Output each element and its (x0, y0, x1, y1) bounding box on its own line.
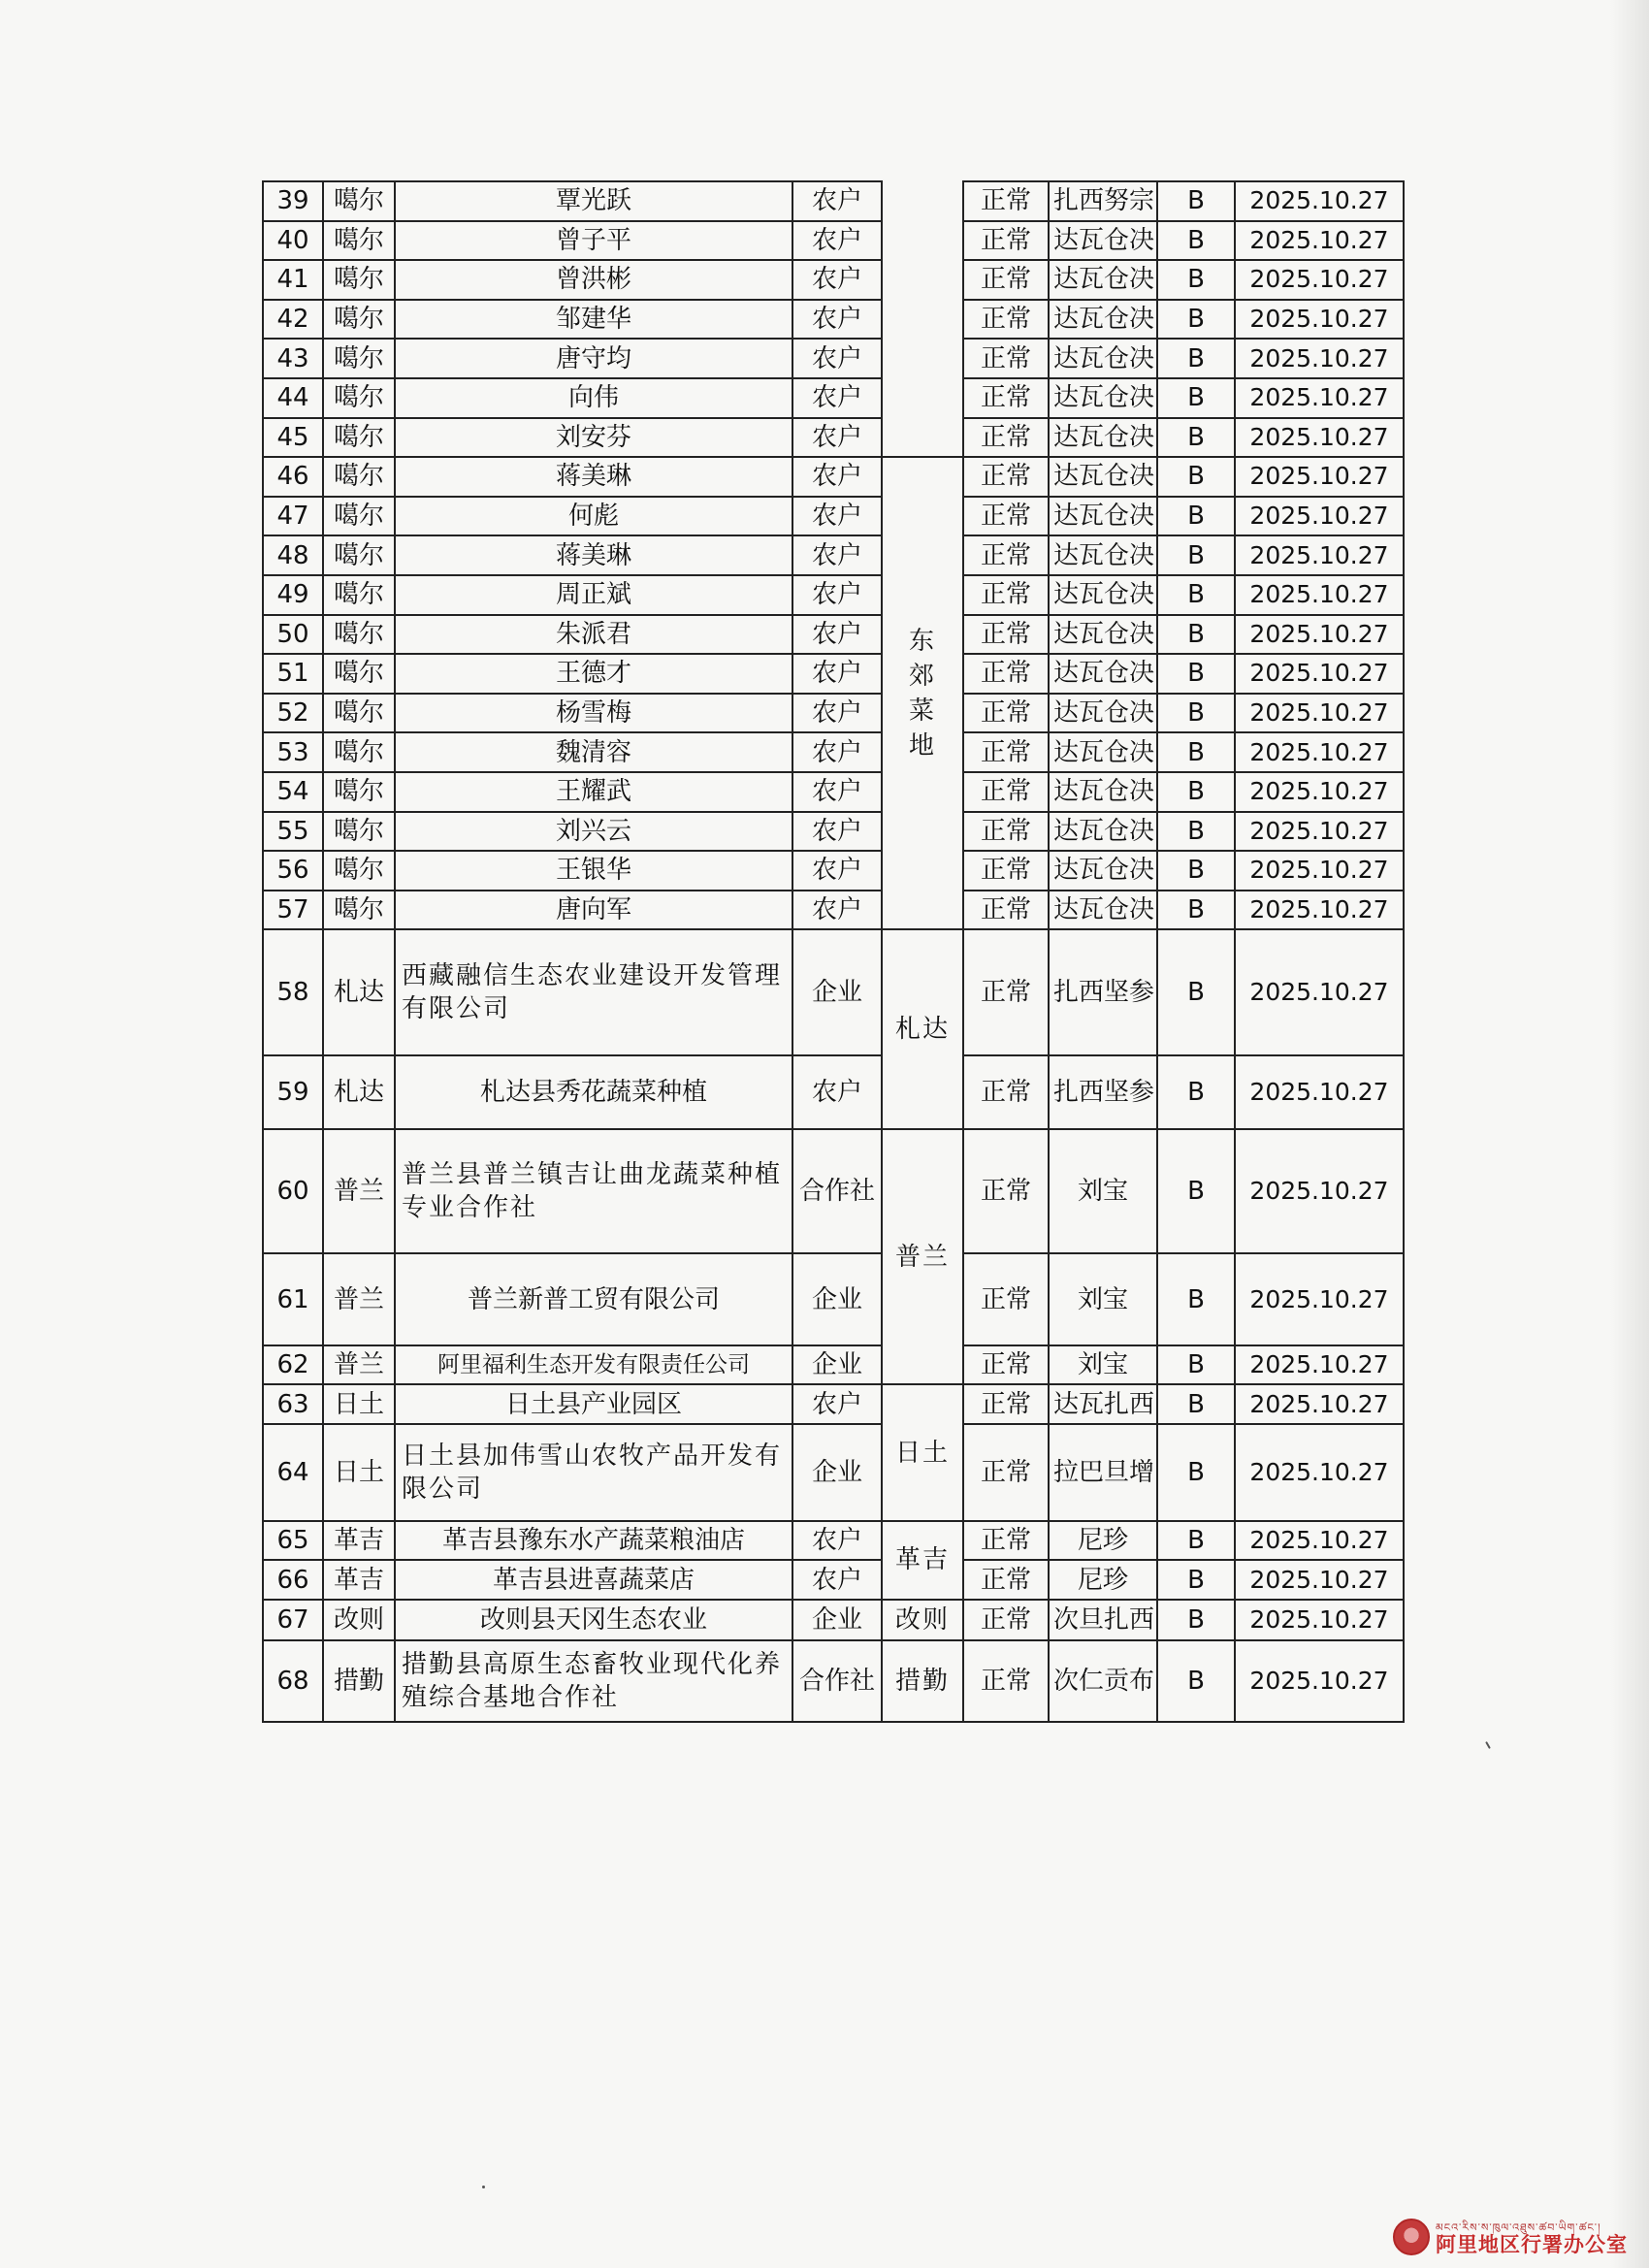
table-row (263, 575, 1404, 615)
row-number-cell: 48 (263, 535, 323, 575)
row-number-cell: 60 (263, 1129, 323, 1253)
entity-type-cell: 农户 (792, 221, 882, 261)
table-row (263, 1424, 1404, 1521)
grade-cell: B (1157, 1424, 1235, 1521)
entity-type-cell: 企业 (792, 1253, 882, 1345)
inspection-date-cell: 2025.10.27 (1235, 654, 1404, 694)
entity-type-cell: 合作社 (792, 1129, 882, 1253)
row-number-cell: 40 (263, 221, 323, 261)
inspection-date-cell: 2025.10.27 (1235, 694, 1404, 733)
status-cell: 正常 (963, 339, 1049, 378)
responsible-person-cell: 扎西努宗 (1049, 181, 1157, 221)
table-row (263, 378, 1404, 418)
grade-cell: B (1157, 221, 1235, 261)
grade-cell: B (1157, 181, 1235, 221)
row-number-cell: 41 (263, 260, 323, 300)
market-location-cell: 普兰 (882, 1129, 963, 1384)
grade-cell: B (1157, 891, 1235, 930)
table-row (263, 694, 1404, 733)
status-cell: 正常 (963, 497, 1049, 536)
market-location-cell: 措勤 (882, 1640, 963, 1722)
grade-cell: B (1157, 654, 1235, 694)
responsible-person-cell: 扎西坚参 (1049, 929, 1157, 1055)
entity-type-cell: 农户 (792, 851, 882, 891)
row-number-cell: 56 (263, 851, 323, 891)
status-cell: 正常 (963, 1253, 1049, 1345)
inspection-date-cell: 2025.10.27 (1235, 1424, 1404, 1521)
table-row (263, 1345, 1404, 1384)
entity-type-cell: 农户 (792, 732, 882, 772)
responsible-person-cell: 达瓦仓决 (1049, 300, 1157, 340)
responsible-person-cell: 达瓦仓决 (1049, 221, 1157, 261)
grade-cell: B (1157, 339, 1235, 378)
table-row (263, 1640, 1404, 1722)
entity-name-cell: 覃光跃 (395, 181, 792, 221)
entity-name-cell: 王德才 (395, 654, 792, 694)
entity-type-cell: 农户 (792, 1560, 882, 1600)
status-cell: 正常 (963, 732, 1049, 772)
row-number-cell: 62 (263, 1345, 323, 1384)
row-number-cell: 44 (263, 378, 323, 418)
entity-type-cell: 农户 (792, 694, 882, 733)
table-row (263, 497, 1404, 536)
grade-cell: B (1157, 694, 1235, 733)
county-cell: 日土 (323, 1384, 395, 1424)
responsible-person-cell: 达瓦仓决 (1049, 260, 1157, 300)
row-number-cell: 50 (263, 615, 323, 655)
responsible-person-cell: 达瓦仓决 (1049, 339, 1157, 378)
entity-name-cell: 普兰新普工贸有限公司 (395, 1253, 792, 1345)
status-cell: 正常 (963, 1600, 1049, 1640)
entity-type-cell: 农户 (792, 497, 882, 536)
county-cell: 革吉 (323, 1560, 395, 1600)
entity-name-cell: 蒋美琳 (395, 457, 792, 497)
row-number-cell: 67 (263, 1600, 323, 1640)
market-location-cell: 革吉 (882, 1521, 963, 1600)
entity-name-cell: 曾子平 (395, 221, 792, 261)
entity-name-cell: 向伟 (395, 378, 792, 418)
grade-cell: B (1157, 772, 1235, 812)
entity-name-cell: 蒋美琳 (395, 535, 792, 575)
entity-name-cell: 唐向军 (395, 891, 792, 930)
entity-type-cell: 农户 (792, 260, 882, 300)
table-row (263, 535, 1404, 575)
row-number-cell: 65 (263, 1521, 323, 1561)
county-cell: 噶尔 (323, 260, 395, 300)
entity-type-cell: 农户 (792, 812, 882, 852)
register-table (262, 180, 1405, 1723)
responsible-person-cell: 刘宝 (1049, 1253, 1157, 1345)
entity-name-cell: 刘安芬 (395, 418, 792, 458)
table-row (263, 615, 1404, 655)
responsible-person-cell: 刘宝 (1049, 1129, 1157, 1253)
register-table-body (263, 181, 1404, 1722)
responsible-person-cell: 达瓦仓决 (1049, 615, 1157, 655)
status-cell: 正常 (963, 181, 1049, 221)
entity-type-cell: 农户 (792, 891, 882, 930)
table-row (263, 1253, 1404, 1345)
entity-name-cell: 日土县产业园区 (395, 1384, 792, 1424)
status-cell: 正常 (963, 1055, 1049, 1129)
inspection-date-cell: 2025.10.27 (1235, 1253, 1404, 1345)
entity-name-cell: 周正斌 (395, 575, 792, 615)
seal-tibetan-text: མངའ་རིས་ས་ཁུལ་འཐུས་ཚབ་ཡིག་ཚང་། (1436, 2221, 1601, 2234)
responsible-person-cell: 达瓦仓决 (1049, 891, 1157, 930)
entity-name-cell: 杨雪梅 (395, 694, 792, 733)
table-row (263, 772, 1404, 812)
scan-speck (482, 2186, 485, 2188)
status-cell: 正常 (963, 851, 1049, 891)
inspection-date-cell: 2025.10.27 (1235, 1600, 1404, 1640)
table-row (263, 851, 1404, 891)
responsible-person-cell: 达瓦仓决 (1049, 535, 1157, 575)
emblem-icon (1393, 2219, 1430, 2255)
status-cell: 正常 (963, 694, 1049, 733)
grade-cell: B (1157, 732, 1235, 772)
inspection-date-cell: 2025.10.27 (1235, 615, 1404, 655)
entity-name-cell: 革吉县进喜蔬菜店 (395, 1560, 792, 1600)
grade-cell: B (1157, 457, 1235, 497)
grade-cell: B (1157, 1384, 1235, 1424)
responsible-person-cell: 达瓦仓决 (1049, 575, 1157, 615)
inspection-date-cell: 2025.10.27 (1235, 851, 1404, 891)
table-row (263, 1560, 1404, 1600)
county-cell: 噶尔 (323, 812, 395, 852)
status-cell: 正常 (963, 929, 1049, 1055)
status-cell: 正常 (963, 654, 1049, 694)
entity-name-cell: 改则县天冈生态农业 (395, 1600, 792, 1640)
status-cell: 正常 (963, 891, 1049, 930)
county-cell: 噶尔 (323, 300, 395, 340)
status-cell: 正常 (963, 772, 1049, 812)
grade-cell: B (1157, 615, 1235, 655)
grade-cell: B (1157, 497, 1235, 536)
responsible-person-cell: 尼珍 (1049, 1560, 1157, 1600)
entity-name-cell: 魏清容 (395, 732, 792, 772)
responsible-person-cell: 达瓦仓决 (1049, 851, 1157, 891)
grade-cell: B (1157, 1600, 1235, 1640)
county-cell: 噶尔 (323, 732, 395, 772)
market-location-cell: 日土 (882, 1384, 963, 1521)
grade-cell: B (1157, 1345, 1235, 1384)
responsible-person-cell: 达瓦仓决 (1049, 772, 1157, 812)
entity-type-cell: 农户 (792, 339, 882, 378)
table-row (263, 221, 1404, 261)
entity-type-cell: 农户 (792, 418, 882, 458)
grade-cell: B (1157, 1640, 1235, 1722)
county-cell: 噶尔 (323, 772, 395, 812)
table-row (263, 1384, 1404, 1424)
office-seal (1393, 2216, 1628, 2258)
table-row (263, 1521, 1404, 1561)
county-cell: 革吉 (323, 1521, 395, 1561)
entity-type-cell: 企业 (792, 929, 882, 1055)
responsible-person-cell: 次仁贡布 (1049, 1640, 1157, 1722)
inspection-date-cell: 2025.10.27 (1235, 497, 1404, 536)
grade-cell: B (1157, 1521, 1235, 1561)
grade-cell: B (1157, 1129, 1235, 1253)
status-cell: 正常 (963, 378, 1049, 418)
entity-name-cell: 邹建华 (395, 300, 792, 340)
county-cell: 噶尔 (323, 851, 395, 891)
entity-type-cell: 农户 (792, 615, 882, 655)
inspection-date-cell: 2025.10.27 (1235, 1129, 1404, 1253)
grade-cell: B (1157, 418, 1235, 458)
status-cell: 正常 (963, 535, 1049, 575)
entity-type-cell: 农户 (792, 1384, 882, 1424)
grade-cell: B (1157, 851, 1235, 891)
responsible-person-cell: 达瓦仓决 (1049, 378, 1157, 418)
entity-type-cell: 企业 (792, 1424, 882, 1521)
status-cell: 正常 (963, 1384, 1049, 1424)
county-cell: 噶尔 (323, 221, 395, 261)
responsible-person-cell: 次旦扎西 (1049, 1600, 1157, 1640)
responsible-person-cell: 达瓦仓决 (1049, 812, 1157, 852)
entity-name-cell: 阿里福利生态开发有限责任公司 (395, 1345, 792, 1384)
county-cell: 噶尔 (323, 654, 395, 694)
responsible-person-cell: 拉巴旦增 (1049, 1424, 1157, 1521)
responsible-person-cell: 达瓦仓决 (1049, 694, 1157, 733)
table-row (263, 732, 1404, 772)
market-location-gap (882, 181, 963, 457)
inspection-date-cell: 2025.10.27 (1235, 181, 1404, 221)
row-number-cell: 59 (263, 1055, 323, 1129)
entity-name-cell: 革吉县豫东水产蔬菜粮油店 (395, 1521, 792, 1561)
grade-cell: B (1157, 535, 1235, 575)
inspection-date-cell: 2025.10.27 (1235, 891, 1404, 930)
row-number-cell: 54 (263, 772, 323, 812)
entity-name-cell: 曾洪彬 (395, 260, 792, 300)
grade-cell: B (1157, 1055, 1235, 1129)
entity-name-cell: 朱派君 (395, 615, 792, 655)
row-number-cell: 68 (263, 1640, 323, 1722)
entity-type-cell: 农户 (792, 535, 882, 575)
inspection-date-cell: 2025.10.27 (1235, 1521, 1404, 1561)
entity-name-cell: 唐守均 (395, 339, 792, 378)
row-number-cell: 51 (263, 654, 323, 694)
row-number-cell: 46 (263, 457, 323, 497)
row-number-cell: 52 (263, 694, 323, 733)
county-cell: 噶尔 (323, 181, 395, 221)
inspection-date-cell: 2025.10.27 (1235, 339, 1404, 378)
status-cell: 正常 (963, 1521, 1049, 1561)
inspection-date-cell: 2025.10.27 (1235, 1640, 1404, 1722)
inspection-date-cell: 2025.10.27 (1235, 772, 1404, 812)
row-number-cell: 57 (263, 891, 323, 930)
status-cell: 正常 (963, 457, 1049, 497)
status-cell: 正常 (963, 1640, 1049, 1722)
entity-type-cell: 农户 (792, 1055, 882, 1129)
row-number-cell: 43 (263, 339, 323, 378)
entity-name-cell: 札达县秀花蔬菜种植 (395, 1055, 792, 1129)
scan-speck (1485, 1741, 1491, 1749)
grade-cell: B (1157, 260, 1235, 300)
table-row (263, 181, 1404, 221)
grade-cell: B (1157, 1253, 1235, 1345)
inspection-date-cell: 2025.10.27 (1235, 1384, 1404, 1424)
county-cell: 普兰 (323, 1345, 395, 1384)
entity-type-cell: 农户 (792, 654, 882, 694)
row-number-cell: 53 (263, 732, 323, 772)
register-table-sheet (262, 180, 1403, 1723)
table-row (263, 339, 1404, 378)
status-cell: 正常 (963, 260, 1049, 300)
table-row (263, 300, 1404, 340)
row-number-cell: 47 (263, 497, 323, 536)
responsible-person-cell: 尼珍 (1049, 1521, 1157, 1561)
market-location-cell: 东郊菜地 (882, 457, 963, 929)
entity-type-cell: 农户 (792, 300, 882, 340)
entity-type-cell: 农户 (792, 772, 882, 812)
row-number-cell: 49 (263, 575, 323, 615)
county-cell: 噶尔 (323, 497, 395, 536)
table-row (263, 1055, 1404, 1129)
inspection-date-cell: 2025.10.27 (1235, 732, 1404, 772)
county-cell: 噶尔 (323, 418, 395, 458)
county-cell: 噶尔 (323, 535, 395, 575)
row-number-cell: 39 (263, 181, 323, 221)
entity-name-cell: 日土县加伟雪山农牧产品开发有限公司 (395, 1424, 792, 1521)
entity-type-cell: 农户 (792, 457, 882, 497)
inspection-date-cell: 2025.10.27 (1235, 535, 1404, 575)
entity-type-cell: 农户 (792, 575, 882, 615)
entity-type-cell: 农户 (792, 1521, 882, 1561)
table-row (263, 1129, 1404, 1253)
grade-cell: B (1157, 300, 1235, 340)
responsible-person-cell: 达瓦仓决 (1049, 654, 1157, 694)
county-cell: 措勤 (323, 1640, 395, 1722)
county-cell: 噶尔 (323, 694, 395, 733)
row-number-cell: 42 (263, 300, 323, 340)
county-cell: 噶尔 (323, 575, 395, 615)
table-row (263, 929, 1404, 1055)
status-cell: 正常 (963, 1345, 1049, 1384)
inspection-date-cell: 2025.10.27 (1235, 1055, 1404, 1129)
county-cell: 噶尔 (323, 615, 395, 655)
county-cell: 噶尔 (323, 339, 395, 378)
table-row (263, 457, 1404, 497)
entity-name-cell: 王耀武 (395, 772, 792, 812)
status-cell: 正常 (963, 1560, 1049, 1600)
responsible-person-cell: 达瓦仓决 (1049, 732, 1157, 772)
entity-type-cell: 合作社 (792, 1640, 882, 1722)
responsible-person-cell: 达瓦仓决 (1049, 418, 1157, 458)
entity-name-cell: 何彪 (395, 497, 792, 536)
county-cell: 改则 (323, 1600, 395, 1640)
county-cell: 普兰 (323, 1129, 395, 1253)
grade-cell: B (1157, 929, 1235, 1055)
county-cell: 札达 (323, 929, 395, 1055)
grade-cell: B (1157, 1560, 1235, 1600)
status-cell: 正常 (963, 1424, 1049, 1521)
status-cell: 正常 (963, 221, 1049, 261)
row-number-cell: 66 (263, 1560, 323, 1600)
inspection-date-cell: 2025.10.27 (1235, 812, 1404, 852)
entity-type-cell: 企业 (792, 1600, 882, 1640)
grade-cell: B (1157, 812, 1235, 852)
county-cell: 噶尔 (323, 457, 395, 497)
row-number-cell: 64 (263, 1424, 323, 1521)
entity-type-cell: 企业 (792, 1345, 882, 1384)
county-cell: 噶尔 (323, 891, 395, 930)
table-row (263, 1600, 1404, 1640)
county-cell: 噶尔 (323, 378, 395, 418)
status-cell: 正常 (963, 1129, 1049, 1253)
inspection-date-cell: 2025.10.27 (1235, 575, 1404, 615)
status-cell: 正常 (963, 615, 1049, 655)
market-location-cell: 改则 (882, 1600, 963, 1640)
market-location-cell: 札达 (882, 929, 963, 1129)
entity-name-cell: 王银华 (395, 851, 792, 891)
table-row (263, 654, 1404, 694)
row-number-cell: 63 (263, 1384, 323, 1424)
seal-office-name: 阿里地区行署办公室 (1436, 2233, 1628, 2256)
status-cell: 正常 (963, 418, 1049, 458)
table-row (263, 891, 1404, 930)
row-number-cell: 61 (263, 1253, 323, 1345)
inspection-date-cell: 2025.10.27 (1235, 221, 1404, 261)
responsible-person-cell: 刘宝 (1049, 1345, 1157, 1384)
grade-cell: B (1157, 575, 1235, 615)
responsible-person-cell: 达瓦仓决 (1049, 457, 1157, 497)
status-cell: 正常 (963, 812, 1049, 852)
inspection-date-cell: 2025.10.27 (1235, 1560, 1404, 1600)
inspection-date-cell: 2025.10.27 (1235, 457, 1404, 497)
responsible-person-cell: 达瓦扎西 (1049, 1384, 1157, 1424)
inspection-date-cell: 2025.10.27 (1235, 260, 1404, 300)
row-number-cell: 58 (263, 929, 323, 1055)
county-cell: 普兰 (323, 1253, 395, 1345)
table-row (263, 812, 1404, 852)
county-cell: 札达 (323, 1055, 395, 1129)
inspection-date-cell: 2025.10.27 (1235, 378, 1404, 418)
entity-name-cell: 刘兴云 (395, 812, 792, 852)
entity-type-cell: 农户 (792, 378, 882, 418)
inspection-date-cell: 2025.10.27 (1235, 418, 1404, 458)
status-cell: 正常 (963, 575, 1049, 615)
row-number-cell: 55 (263, 812, 323, 852)
entity-type-cell: 农户 (792, 181, 882, 221)
table-row (263, 418, 1404, 458)
responsible-person-cell: 扎西坚参 (1049, 1055, 1157, 1129)
grade-cell: B (1157, 378, 1235, 418)
page-shadow-edge (1610, 0, 1649, 2268)
entity-name-cell: 普兰县普兰镇吉让曲龙蔬菜种植专业合作社 (395, 1129, 792, 1253)
inspection-date-cell: 2025.10.27 (1235, 1345, 1404, 1384)
row-number-cell: 45 (263, 418, 323, 458)
entity-name-cell: 西藏融信生态农业建设开发管理有限公司 (395, 929, 792, 1055)
inspection-date-cell: 2025.10.27 (1235, 929, 1404, 1055)
county-cell: 日土 (323, 1424, 395, 1521)
entity-name-cell: 措勤县高原生态畜牧业现代化养殖综合基地合作社 (395, 1640, 792, 1722)
table-row (263, 260, 1404, 300)
status-cell: 正常 (963, 300, 1049, 340)
inspection-date-cell: 2025.10.27 (1235, 300, 1404, 340)
responsible-person-cell: 达瓦仓决 (1049, 497, 1157, 536)
